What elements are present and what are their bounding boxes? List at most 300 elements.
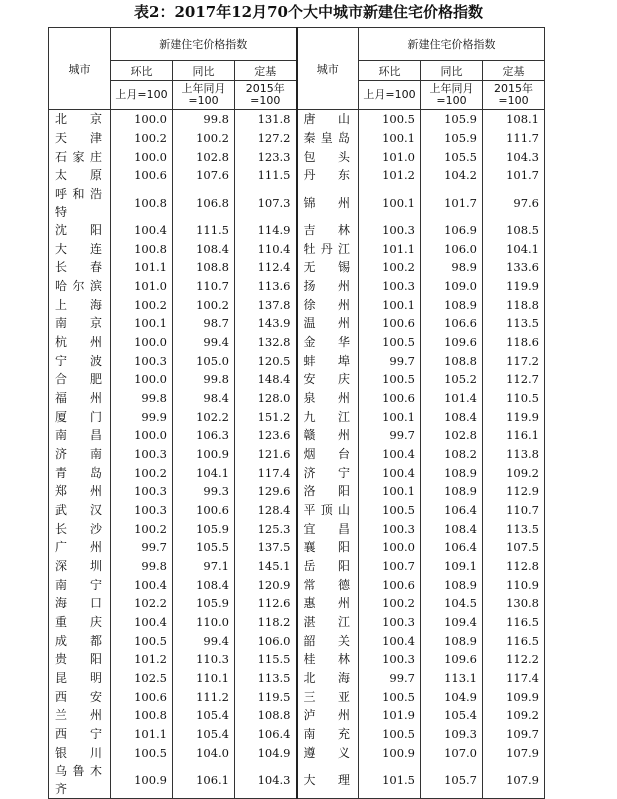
cell-city-right: 唐 山 <box>297 110 359 129</box>
cell-mom-right: 101.0 <box>359 147 421 166</box>
table-row <box>49 277 545 296</box>
cell-mom-right: 100.3 <box>359 519 421 538</box>
cell-yoy-right: 105.9 <box>421 110 483 129</box>
cell-mom-left: 100.5 <box>111 744 173 763</box>
table-row <box>49 221 545 240</box>
cell-city-left: 兰 州 <box>49 706 111 725</box>
cell-city-right: 襄 阳 <box>297 538 359 557</box>
cell-base-right: 111.7 <box>483 129 545 148</box>
cell-yoy-right: 108.4 <box>421 407 483 426</box>
cell-yoy-left: 108.4 <box>173 239 235 258</box>
cell-base-right: 130.8 <box>483 594 545 613</box>
cell-city-right: 丹 东 <box>297 166 359 185</box>
cell-city-right: 韶 关 <box>297 631 359 650</box>
cell-yoy-right: 104.9 <box>421 687 483 706</box>
cell-yoy-left: 100.2 <box>173 129 235 148</box>
cell-city-left: 银 川 <box>49 744 111 763</box>
cell-yoy-right: 105.9 <box>421 129 483 148</box>
cell-mom-left: 101.2 <box>111 650 173 669</box>
cell-city-left: 石家庄 <box>49 147 111 166</box>
cell-yoy-right: 109.1 <box>421 557 483 576</box>
cell-mom-left: 100.6 <box>111 166 173 185</box>
cell-city-left: 南 宁 <box>49 575 111 594</box>
cell-mom-left: 100.0 <box>111 370 173 389</box>
cell-mom-right: 101.2 <box>359 166 421 185</box>
cell-yoy-left: 106.1 <box>173 762 235 799</box>
header-yoy-sub-left: 上年同月=100 <box>173 81 235 110</box>
cell-mom-left: 102.5 <box>111 669 173 688</box>
cell-mom-right: 100.5 <box>359 725 421 744</box>
cell-mom-left: 101.0 <box>111 277 173 296</box>
cell-yoy-right: 113.1 <box>421 669 483 688</box>
cell-base-right: 113.8 <box>483 445 545 464</box>
cell-city-left: 哈尔滨 <box>49 277 111 296</box>
table-row <box>49 706 545 725</box>
table-row <box>49 687 545 706</box>
cell-base-right: 118.6 <box>483 333 545 352</box>
cell-city-left: 海 口 <box>49 594 111 613</box>
cell-mom-right: 100.1 <box>359 129 421 148</box>
table-row <box>49 185 545 221</box>
cell-yoy-right: 101.4 <box>421 389 483 408</box>
cell-mom-left: 100.0 <box>111 110 173 129</box>
cell-yoy-right: 105.5 <box>421 147 483 166</box>
cell-mom-left: 100.2 <box>111 519 173 538</box>
header-city-left: 城市 <box>49 28 111 110</box>
table-row <box>49 613 545 632</box>
cell-city-right: 锦 州 <box>297 185 359 221</box>
cell-base-right: 118.8 <box>483 295 545 314</box>
cell-city-right: 洛 阳 <box>297 482 359 501</box>
cell-city-left: 成 都 <box>49 631 111 650</box>
cell-city-left: 济 南 <box>49 445 111 464</box>
cell-base-left: 131.8 <box>235 110 297 129</box>
header-yoy-sub-right: 上年同月=100 <box>421 81 483 110</box>
cell-mom-right: 100.9 <box>359 744 421 763</box>
cell-base-right: 119.9 <box>483 407 545 426</box>
cell-city-left: 郑 州 <box>49 482 111 501</box>
cell-mom-left: 100.4 <box>111 613 173 632</box>
header-base-left: 定基 <box>235 61 297 81</box>
cell-mom-right: 100.5 <box>359 110 421 129</box>
header-yoy-right: 同比 <box>421 61 483 81</box>
cell-yoy-right: 106.4 <box>421 538 483 557</box>
cell-mom-left: 100.8 <box>111 706 173 725</box>
cell-city-right: 宜 昌 <box>297 519 359 538</box>
cell-base-right: 101.7 <box>483 166 545 185</box>
cell-base-left: 145.1 <box>235 557 297 576</box>
cell-base-right: 113.5 <box>483 519 545 538</box>
table-row <box>49 557 545 576</box>
cell-mom-left: 100.3 <box>111 351 173 370</box>
table-row <box>49 129 545 148</box>
cell-mom-right: 100.3 <box>359 613 421 632</box>
cell-mom-left: 100.3 <box>111 445 173 464</box>
table-row <box>49 314 545 333</box>
cell-mom-right: 100.1 <box>359 185 421 221</box>
cell-yoy-left: 99.3 <box>173 482 235 501</box>
cell-city-left: 深 圳 <box>49 557 111 576</box>
cell-city-left: 沈 阳 <box>49 221 111 240</box>
cell-mom-left: 100.2 <box>111 129 173 148</box>
cell-city-right: 温 州 <box>297 314 359 333</box>
cell-mom-left: 100.0 <box>111 426 173 445</box>
cell-yoy-right: 109.4 <box>421 613 483 632</box>
cell-mom-right: 100.3 <box>359 650 421 669</box>
cell-mom-left: 99.8 <box>111 557 173 576</box>
cell-city-right: 济 宁 <box>297 463 359 482</box>
cell-yoy-left: 98.7 <box>173 314 235 333</box>
cell-base-left: 121.6 <box>235 445 297 464</box>
price-index-table <box>48 27 545 799</box>
cell-base-left: 112.4 <box>235 258 297 277</box>
cell-mom-right: 99.7 <box>359 426 421 445</box>
cell-yoy-left: 105.0 <box>173 351 235 370</box>
table-row <box>49 333 545 352</box>
cell-yoy-right: 108.9 <box>421 482 483 501</box>
cell-base-right: 112.7 <box>483 370 545 389</box>
header-mom-sub-left: 上月=100 <box>111 81 173 110</box>
cell-mom-left: 100.9 <box>111 762 173 799</box>
table-row <box>49 239 545 258</box>
cell-yoy-right: 105.2 <box>421 370 483 389</box>
cell-yoy-left: 99.8 <box>173 370 235 389</box>
cell-base-right: 107.9 <box>483 744 545 763</box>
header-mom-right: 环比 <box>359 61 421 81</box>
cell-city-left: 宁 波 <box>49 351 111 370</box>
cell-base-right: 97.6 <box>483 185 545 221</box>
header-base-sub-right: 2015年=100 <box>483 81 545 110</box>
cell-mom-left: 100.6 <box>111 687 173 706</box>
cell-mom-right: 100.6 <box>359 389 421 408</box>
cell-city-left: 长 沙 <box>49 519 111 538</box>
table-row <box>49 351 545 370</box>
cell-city-right: 泉 州 <box>297 389 359 408</box>
cell-yoy-right: 102.8 <box>421 426 483 445</box>
cell-mom-right: 100.1 <box>359 295 421 314</box>
table-row <box>49 538 545 557</box>
cell-base-left: 128.4 <box>235 501 297 520</box>
cell-mom-left: 102.2 <box>111 594 173 613</box>
table-row <box>49 463 545 482</box>
cell-base-right: 110.9 <box>483 575 545 594</box>
cell-mom-right: 99.7 <box>359 669 421 688</box>
cell-yoy-right: 108.9 <box>421 463 483 482</box>
cell-mom-left: 100.4 <box>111 221 173 240</box>
cell-city-right: 大 理 <box>297 762 359 799</box>
table-row <box>49 110 545 129</box>
cell-base-right: 112.2 <box>483 650 545 669</box>
cell-mom-right: 101.5 <box>359 762 421 799</box>
cell-city-left: 合 肥 <box>49 370 111 389</box>
cell-yoy-left: 104.0 <box>173 744 235 763</box>
cell-yoy-left: 98.4 <box>173 389 235 408</box>
cell-yoy-right: 108.9 <box>421 575 483 594</box>
cell-yoy-right: 109.3 <box>421 725 483 744</box>
cell-yoy-left: 102.8 <box>173 147 235 166</box>
table-row <box>49 407 545 426</box>
cell-yoy-left: 102.2 <box>173 407 235 426</box>
cell-yoy-left: 99.4 <box>173 333 235 352</box>
cell-city-right: 安 庆 <box>297 370 359 389</box>
cell-city-left: 呼和浩特 <box>49 185 111 221</box>
cell-base-right: 107.9 <box>483 762 545 799</box>
cell-city-left: 天 津 <box>49 129 111 148</box>
cell-mom-right: 100.0 <box>359 538 421 557</box>
cell-yoy-left: 97.1 <box>173 557 235 576</box>
cell-mom-left: 100.3 <box>111 501 173 520</box>
cell-base-right: 117.4 <box>483 669 545 688</box>
cell-mom-left: 100.1 <box>111 314 173 333</box>
cell-mom-right: 100.5 <box>359 687 421 706</box>
cell-city-left: 广 州 <box>49 538 111 557</box>
cell-mom-left: 100.8 <box>111 239 173 258</box>
cell-mom-left: 100.8 <box>111 185 173 221</box>
cell-city-right: 岳 阳 <box>297 557 359 576</box>
cell-city-left: 厦 门 <box>49 407 111 426</box>
cell-city-right: 扬 州 <box>297 277 359 296</box>
table-row <box>49 669 545 688</box>
cell-city-right: 北 海 <box>297 669 359 688</box>
cell-city-left: 武 汉 <box>49 501 111 520</box>
cell-base-right: 109.2 <box>483 706 545 725</box>
cell-city-right: 秦皇岛 <box>297 129 359 148</box>
cell-city-right: 吉 林 <box>297 221 359 240</box>
cell-base-right: 108.1 <box>483 110 545 129</box>
cell-base-left: 107.3 <box>235 185 297 221</box>
cell-city-right: 桂 林 <box>297 650 359 669</box>
cell-base-left: 123.6 <box>235 426 297 445</box>
cell-city-right: 南 充 <box>297 725 359 744</box>
cell-mom-right: 100.7 <box>359 557 421 576</box>
cell-city-left: 昆 明 <box>49 669 111 688</box>
cell-yoy-right: 104.2 <box>421 166 483 185</box>
cell-base-left: 143.9 <box>235 314 297 333</box>
cell-city-right: 金 华 <box>297 333 359 352</box>
cell-base-right: 119.9 <box>483 277 545 296</box>
cell-base-left: 127.2 <box>235 129 297 148</box>
cell-yoy-left: 108.8 <box>173 258 235 277</box>
cell-yoy-right: 108.4 <box>421 519 483 538</box>
cell-yoy-left: 106.8 <box>173 185 235 221</box>
cell-base-left: 119.5 <box>235 687 297 706</box>
table-row <box>49 295 545 314</box>
cell-mom-right: 100.3 <box>359 221 421 240</box>
cell-base-left: 106.4 <box>235 725 297 744</box>
cell-city-left: 南 京 <box>49 314 111 333</box>
cell-yoy-left: 108.4 <box>173 575 235 594</box>
cell-mom-left: 101.1 <box>111 258 173 277</box>
cell-mom-right: 100.4 <box>359 631 421 650</box>
cell-mom-right: 100.1 <box>359 482 421 501</box>
cell-base-left: 125.3 <box>235 519 297 538</box>
cell-base-right: 113.5 <box>483 314 545 333</box>
cell-city-right: 泸 州 <box>297 706 359 725</box>
cell-mom-left: 100.3 <box>111 482 173 501</box>
cell-base-right: 104.3 <box>483 147 545 166</box>
cell-yoy-left: 104.1 <box>173 463 235 482</box>
cell-city-right: 平顶山 <box>297 501 359 520</box>
cell-yoy-left: 110.0 <box>173 613 235 632</box>
cell-yoy-left: 99.4 <box>173 631 235 650</box>
cell-base-left: 104.9 <box>235 744 297 763</box>
cell-mom-right: 100.5 <box>359 501 421 520</box>
cell-base-left: 111.5 <box>235 166 297 185</box>
cell-city-left: 西 宁 <box>49 725 111 744</box>
cell-city-right: 牡丹江 <box>297 239 359 258</box>
cell-mom-left: 100.0 <box>111 147 173 166</box>
cell-city-left: 青 岛 <box>49 463 111 482</box>
cell-yoy-left: 105.9 <box>173 594 235 613</box>
cell-city-right: 遵 义 <box>297 744 359 763</box>
table-row <box>49 166 545 185</box>
cell-base-right: 109.9 <box>483 687 545 706</box>
cell-base-right: 116.1 <box>483 426 545 445</box>
cell-base-left: 112.6 <box>235 594 297 613</box>
header-base-right: 定基 <box>483 61 545 81</box>
cell-yoy-left: 100.2 <box>173 295 235 314</box>
cell-city-left: 长 春 <box>49 258 111 277</box>
cell-yoy-right: 98.9 <box>421 258 483 277</box>
table-row <box>49 575 545 594</box>
cell-city-right: 包 头 <box>297 147 359 166</box>
cell-base-left: 117.4 <box>235 463 297 482</box>
cell-mom-left: 100.2 <box>111 295 173 314</box>
cell-yoy-left: 110.1 <box>173 669 235 688</box>
cell-city-right: 烟 台 <box>297 445 359 464</box>
table-row <box>49 445 545 464</box>
cell-yoy-right: 106.4 <box>421 501 483 520</box>
cell-base-right: 108.5 <box>483 221 545 240</box>
cell-city-left: 重 庆 <box>49 613 111 632</box>
cell-yoy-left: 100.9 <box>173 445 235 464</box>
cell-base-left: 113.6 <box>235 277 297 296</box>
cell-city-right: 三 亚 <box>297 687 359 706</box>
cell-mom-right: 101.1 <box>359 239 421 258</box>
cell-yoy-right: 101.7 <box>421 185 483 221</box>
cell-mom-right: 101.9 <box>359 706 421 725</box>
cell-base-left: 114.9 <box>235 221 297 240</box>
cell-mom-right: 100.2 <box>359 258 421 277</box>
cell-base-right: 109.7 <box>483 725 545 744</box>
cell-base-left: 137.5 <box>235 538 297 557</box>
cell-mom-left: 100.5 <box>111 631 173 650</box>
table-row <box>49 650 545 669</box>
table-row <box>49 744 545 763</box>
cell-city-right: 无 锡 <box>297 258 359 277</box>
cell-yoy-left: 111.5 <box>173 221 235 240</box>
cell-base-left: 115.5 <box>235 650 297 669</box>
header-base-sub-left: 2015年=100 <box>235 81 297 110</box>
cell-yoy-right: 109.6 <box>421 650 483 669</box>
cell-base-left: 128.0 <box>235 389 297 408</box>
table-row <box>49 762 545 799</box>
cell-city-left: 杭 州 <box>49 333 111 352</box>
cell-base-left: 106.0 <box>235 631 297 650</box>
cell-base-right: 107.5 <box>483 538 545 557</box>
table-row <box>49 389 545 408</box>
cell-mom-right: 100.3 <box>359 277 421 296</box>
cell-mom-right: 100.1 <box>359 407 421 426</box>
cell-base-right: 110.7 <box>483 501 545 520</box>
cell-yoy-right: 109.0 <box>421 277 483 296</box>
cell-yoy-right: 108.8 <box>421 351 483 370</box>
cell-yoy-right: 106.9 <box>421 221 483 240</box>
header-yoy-left: 同比 <box>173 61 235 81</box>
cell-base-left: 120.5 <box>235 351 297 370</box>
cell-mom-left: 100.0 <box>111 333 173 352</box>
table-row <box>49 501 545 520</box>
cell-yoy-right: 108.9 <box>421 295 483 314</box>
cell-yoy-right: 108.2 <box>421 445 483 464</box>
cell-base-right: 112.8 <box>483 557 545 576</box>
cell-base-left: 123.3 <box>235 147 297 166</box>
cell-base-left: 113.5 <box>235 669 297 688</box>
cell-base-left: 108.8 <box>235 706 297 725</box>
cell-yoy-left: 105.4 <box>173 725 235 744</box>
cell-city-right: 惠 州 <box>297 594 359 613</box>
table-row <box>49 426 545 445</box>
cell-yoy-right: 105.4 <box>421 706 483 725</box>
cell-city-right: 九 江 <box>297 407 359 426</box>
header-city-right: 城市 <box>297 28 359 110</box>
cell-city-right: 赣 州 <box>297 426 359 445</box>
cell-city-left: 乌鲁木齐 <box>49 762 111 799</box>
cell-mom-right: 100.4 <box>359 463 421 482</box>
cell-yoy-left: 106.3 <box>173 426 235 445</box>
cell-city-left: 太 原 <box>49 166 111 185</box>
table-row <box>49 370 545 389</box>
cell-yoy-right: 104.5 <box>421 594 483 613</box>
cell-yoy-left: 107.6 <box>173 166 235 185</box>
cell-base-left: 118.2 <box>235 613 297 632</box>
cell-base-left: 132.8 <box>235 333 297 352</box>
header-mom-left: 环比 <box>111 61 173 81</box>
cell-city-left: 上 海 <box>49 295 111 314</box>
header-mom-sub-right: 上月=100 <box>359 81 421 110</box>
cell-yoy-left: 105.5 <box>173 538 235 557</box>
cell-yoy-left: 100.6 <box>173 501 235 520</box>
cell-yoy-right: 108.9 <box>421 631 483 650</box>
cell-base-left: 129.6 <box>235 482 297 501</box>
cell-base-right: 110.5 <box>483 389 545 408</box>
cell-base-left: 110.4 <box>235 239 297 258</box>
cell-city-left: 南 昌 <box>49 426 111 445</box>
table-row <box>49 631 545 650</box>
cell-mom-right: 100.6 <box>359 575 421 594</box>
cell-yoy-left: 105.9 <box>173 519 235 538</box>
cell-yoy-right: 107.0 <box>421 744 483 763</box>
cell-base-left: 104.3 <box>235 762 297 799</box>
cell-base-left: 137.8 <box>235 295 297 314</box>
cell-city-left: 北 京 <box>49 110 111 129</box>
cell-base-right: 117.2 <box>483 351 545 370</box>
table-row <box>49 147 545 166</box>
table-row <box>49 594 545 613</box>
cell-yoy-right: 106.0 <box>421 239 483 258</box>
cell-yoy-left: 110.3 <box>173 650 235 669</box>
cell-yoy-left: 99.8 <box>173 110 235 129</box>
cell-mom-right: 100.2 <box>359 594 421 613</box>
cell-city-left: 福 州 <box>49 389 111 408</box>
cell-yoy-left: 105.4 <box>173 706 235 725</box>
cell-city-left: 贵 阳 <box>49 650 111 669</box>
cell-base-right: 116.5 <box>483 613 545 632</box>
cell-mom-right: 100.6 <box>359 314 421 333</box>
cell-city-right: 蚌 埠 <box>297 351 359 370</box>
cell-yoy-right: 109.6 <box>421 333 483 352</box>
cell-base-left: 148.4 <box>235 370 297 389</box>
